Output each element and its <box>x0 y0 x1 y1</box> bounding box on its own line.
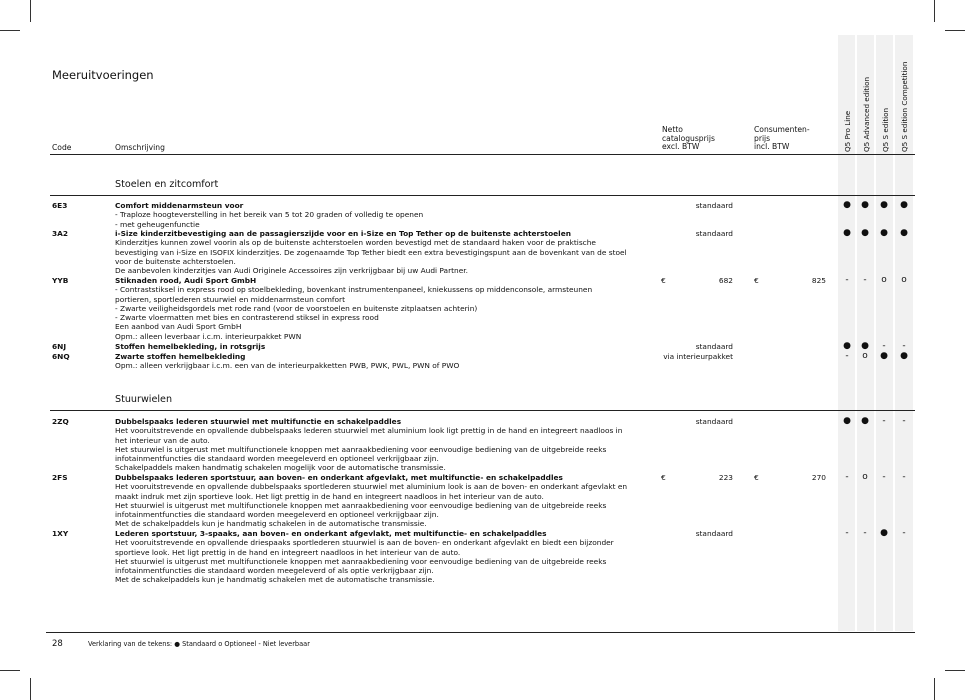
header-net-line: Netto <box>662 125 683 134</box>
option-title: Stiknaden rood, Audi Sport GmbH <box>115 276 257 285</box>
option-description <box>115 473 630 529</box>
option-detail-line: Het stuurwiel is uitgerust met multifunctionele knoppen met aanraakbediening voor eenvoudige bediening van de uitgebreide reeks infotainmentfuncties die standaard worden meegeleverd of als optie verkrijgbaar zijn. <box>115 556 607 576</box>
availability-mark: ● <box>861 200 869 210</box>
section-divider <box>50 195 915 196</box>
availability-mark: - <box>902 528 906 538</box>
header-cons-line: Consumenten- <box>754 125 810 134</box>
availability-mark: - <box>863 275 867 285</box>
option-detail-line: De aanbevolen kinderzitjes van Audi Originele Accessoires zijn verkrijgbaar bij uw Audi Partner. <box>115 266 468 276</box>
availability-mark: - <box>845 351 849 361</box>
availability-label: standaard <box>695 529 733 538</box>
availability-mark: - <box>902 416 906 426</box>
availability-mark: - <box>882 416 886 426</box>
availability-mark: - <box>845 275 849 285</box>
header-model-q5-advanced: Q5 Advanced edition <box>862 76 871 152</box>
availability-mark: o <box>901 275 907 285</box>
availability-mark: o <box>862 351 868 361</box>
header-code: Code <box>52 143 72 152</box>
option-title: Dubbelspaaks lederen stuurwiel met multifunctie en schakelpaddles <box>115 417 402 426</box>
header-description: Omschrijving <box>115 143 165 152</box>
availability-mark: - <box>902 472 906 482</box>
availability-mark: - <box>863 528 867 538</box>
availability-mark: ● <box>880 200 888 210</box>
availability-mark: ● <box>900 351 908 361</box>
section-title: Stoelen en zitcomfort <box>115 179 219 190</box>
option-code: 6NQ <box>52 352 70 361</box>
header-net-line: excl. BTW <box>662 142 700 152</box>
availability-mark: ● <box>880 528 888 538</box>
crop-mark <box>934 678 935 700</box>
availability-label: standaard <box>695 417 733 426</box>
header-model-q5-pro-line: Q5 Pro Line <box>843 110 852 152</box>
availability-mark: ● <box>900 200 908 210</box>
availability-mark: o <box>862 472 868 482</box>
option-code: 2FS <box>52 473 68 482</box>
option-detail-line: Opm.: alleen leverbaar i.c.m. interieurpakket PWN <box>115 331 302 341</box>
availability-mark: ● <box>880 228 888 238</box>
availability-mark: ● <box>861 416 869 426</box>
euro-sign: € <box>661 276 666 285</box>
header-net-price <box>662 126 715 152</box>
euro-sign: € <box>754 276 759 285</box>
availability-mark: ● <box>861 341 869 351</box>
header-net-line: catalogusprijs <box>662 133 715 143</box>
option-detail-line: - Zwarte vloermatten met bies en contrasterend stiksel in express rood <box>115 313 379 323</box>
footer-divider <box>46 632 915 633</box>
availability-mark: ● <box>843 228 851 238</box>
section-divider <box>50 410 915 411</box>
option-description <box>115 229 630 275</box>
option-detail-line: Het stuurwiel is uitgerust met multifunctionele knoppen met aanraakbediening voor eenvoudige bediening van de uitgebreide reeks infotainmentfuncties die standaard worden meegeleverd en optioneel verkrijgbaar zijn. <box>115 444 607 464</box>
option-detail-line: Opm.: alleen verkrijgbaar i.c.m. een van de interieurpakketten PWB, PWK, PWL, PWN of PWO <box>115 361 460 371</box>
availability-mark: o <box>881 275 887 285</box>
option-title: i-Size kinderzitbevestiging aan de passagierszijde voor en i-Size en Top Tether op de buitenste achterstoelen <box>115 229 571 238</box>
option-code: 6E3 <box>52 201 68 210</box>
availability-mark: ● <box>861 228 869 238</box>
crop-mark <box>0 670 20 671</box>
option-detail-line: Met de schakelpaddels kun je handmatig schakelen in de automatische transmissie. <box>115 519 427 529</box>
availability-mark: - <box>902 341 906 351</box>
legend: Verklaring van de tekens: ● Standaard o Optioneel - Niet leverbaar <box>88 640 310 648</box>
option-detail-line: Het vooruitstrevende en opvallende dubbelspaaks sportlederen stuurwiel met aluminium look is aan de boven- en onderkant afgevlakt en maakt indruk met zijn sportieve look. Het ligt prettig in de hand en integreert naadloos in het interieur van de auto. <box>115 482 628 501</box>
option-detail-line: Het vooruitstrevende en opvallende driespaaks sportlederen stuurwiel is aan de boven- en onderkant afgevlakt en biedt een bijzonder sportieve look. Het ligt prettig in de hand en integreert naadloos in het interieur van de auto. <box>115 538 614 557</box>
header-model-q5-s-edition: Q5 S edition <box>881 107 890 152</box>
availability-mark: - <box>845 528 849 538</box>
option-description <box>115 342 630 351</box>
option-detail-line: Kinderzitjes kunnen zowel voorin als op de buitenste achterstoelen worden bevestigd met de standaard haken voor de praktische bevestiging van i-Size en ISOFIX kinderzitjes. De zogenaamde Top Tether biedt een extra bevestigingspunt aan de bovenkant van de stoel voor de buitenste achterstoelen. <box>115 238 627 266</box>
euro-sign: € <box>754 473 759 482</box>
option-code: 2ZQ <box>52 417 69 426</box>
header-divider <box>50 154 915 155</box>
option-detail-line: Met de schakelpaddels kun je handmatig schakelen met de automatische transmissie. <box>115 575 435 585</box>
page-number: 28 <box>52 639 63 649</box>
option-detail-line: Een aanbod van Audi Sport GmbH <box>115 322 242 332</box>
crop-mark <box>30 678 31 700</box>
header-model-q5-s-competition: Q5 S edition Competition <box>900 61 909 152</box>
option-detail-line: Schakelpaddels maken handmatig schakelen mogelijk voor de automatische transmissie. <box>115 463 446 473</box>
option-description <box>115 417 630 473</box>
option-code: 1XY <box>52 529 69 538</box>
availability-mark: - <box>845 472 849 482</box>
option-code: 6NJ <box>52 342 67 351</box>
availability-mark: ● <box>843 200 851 210</box>
option-detail-line: - Traploze hoogteverstelling in het bereik van 5 tot 20 graden of volledig te openen <box>115 210 424 220</box>
header-cons-line: incl. BTW <box>754 142 790 152</box>
availability-mark: ● <box>843 341 851 351</box>
crop-mark <box>945 670 965 671</box>
crop-mark <box>945 30 965 31</box>
option-detail-line: Het stuurwiel is uitgerust met multifunctionele knoppen met aanraakbediening voor eenvoudige bediening van de uitgebreide reeks infotainmentfuncties die standaard worden meegeleverd en optioneel verkrijgbaar zijn. <box>115 500 607 520</box>
net-price: 223 <box>718 473 733 482</box>
option-title: Stoffen hemelbekleding, in rotsgrijs <box>115 342 266 351</box>
option-detail-line: Het vooruitstrevende en opvallende dubbelspaaks lederen stuurwiel met aluminium look ligt prettig in de hand en integreert naadloos in het interieur van de auto. <box>115 426 623 445</box>
availability-mark: - <box>882 341 886 351</box>
availability-label: standaard <box>695 342 733 351</box>
availability-label: standaard <box>695 229 733 238</box>
option-detail-line: - Contraststiksel in express rood op stoelbekleding, bovenkant instrumentenpaneel, kniekussens op middenconsole, armsteunen portieren, sportlederen stuurwiel en middenarmsteun comfort <box>115 285 593 304</box>
option-description <box>115 276 630 341</box>
option-description <box>115 529 630 585</box>
consumer-price: 825 <box>811 276 826 285</box>
option-description <box>115 352 630 371</box>
option-title: Lederen sportstuur, 3-spaaks, aan boven- en onderkant afgevlakt, met multifunctie- en schakelpaddles <box>115 529 547 538</box>
header-consumer-price <box>754 126 810 152</box>
option-title: Dubbelspaaks lederen sportstuur, aan boven- en onderkant afgevlakt, met multifunctie- en schakelpaddles <box>115 473 563 482</box>
option-code: 3A2 <box>52 229 69 238</box>
euro-sign: € <box>661 473 666 482</box>
availability-label: standaard <box>695 201 733 210</box>
availability-mark: ● <box>880 351 888 361</box>
availability-mark: - <box>882 472 886 482</box>
option-title: Comfort middenarmsteun voor <box>115 201 244 210</box>
option-detail-line: - met geheugenfunctie <box>115 219 200 229</box>
crop-mark <box>0 30 20 31</box>
option-detail-line: - Zwarte veiligheidsgordels met rode rand (voor de voorstoelen en buitenste zitplaatsen achterin) <box>115 303 478 313</box>
crop-mark <box>934 0 935 22</box>
availability-mark: ● <box>900 228 908 238</box>
option-description <box>115 201 630 229</box>
header-cons-line: prijs <box>754 133 771 143</box>
option-title: Zwarte stoffen hemelbekleding <box>115 352 246 361</box>
consumer-price: 270 <box>811 473 826 482</box>
availability-mark: ● <box>843 416 851 426</box>
section-title: Stuurwielen <box>115 394 173 405</box>
crop-mark <box>30 0 31 22</box>
page-title: Meeruitvoeringen <box>52 68 154 82</box>
availability-label: via interieurpakket <box>663 352 733 361</box>
net-price: 682 <box>718 276 733 285</box>
option-code: YYB <box>52 276 69 285</box>
